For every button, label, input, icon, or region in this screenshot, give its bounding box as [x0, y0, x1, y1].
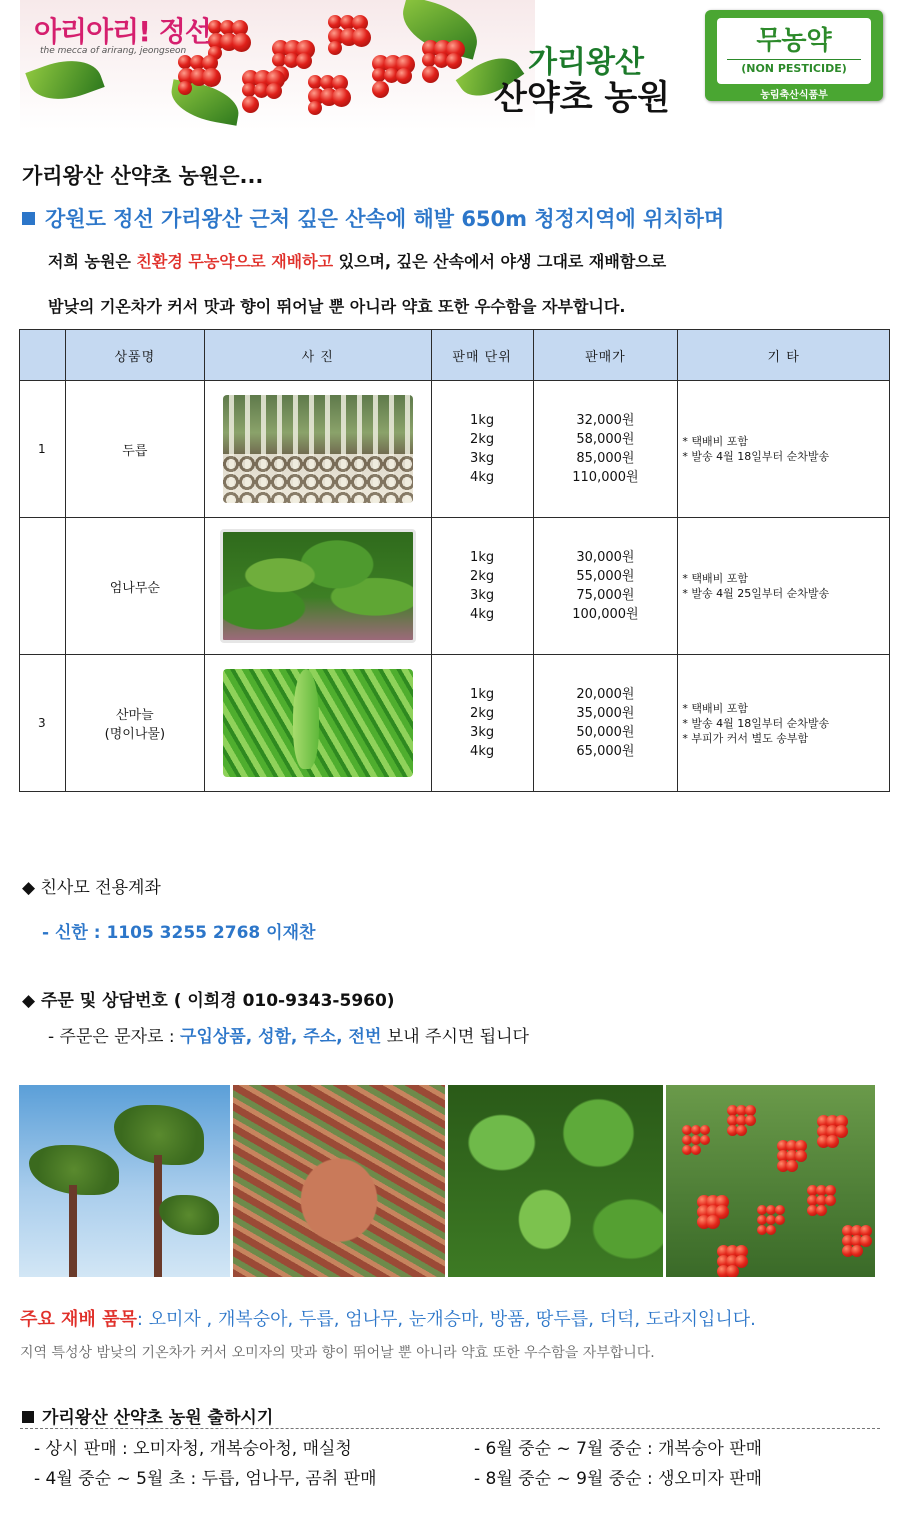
price-value: 100,000원 [572, 607, 639, 622]
region-note: 지역 특성상 밤낮의 기온차가 커서 오미자의 맛과 향이 뛰어날 뿐 아니라 약효 또한 우수함을 자부합니다. [20, 1345, 655, 1361]
berry-icon [332, 88, 351, 107]
p1-prefix: 저희 농원은 [48, 252, 137, 271]
square-bullet-icon [22, 1411, 34, 1423]
unit-cell [431, 381, 533, 518]
badge-main-text: 무농약 [756, 26, 832, 56]
main-crops-label: 주요 재배 품목 [20, 1309, 137, 1330]
price-value: 58,000원 [576, 432, 635, 447]
product-name-text: 엄나무순 [109, 580, 160, 596]
note-line: * 부피가 커서 별도 송부함 [682, 731, 809, 745]
berry-icon [308, 101, 322, 115]
table-row [20, 655, 890, 792]
intro-paragraph-1 [48, 249, 666, 272]
order-heading: ◆ 주문 및 상담번호 ( 이희경 010-9343-5960) [22, 991, 395, 1011]
omija-berry-icon [745, 1115, 756, 1126]
omija-berry-icon [700, 1125, 710, 1135]
omija-berry-icon [700, 1135, 710, 1145]
main-crops-line [20, 1305, 756, 1331]
product-name-sub: (명이나물) [104, 727, 166, 742]
shipping-item: - 6월 중순 ~ 7월 중순 : 개복숭아 판매 [474, 1439, 763, 1459]
leaf-icon [25, 49, 104, 111]
berry-icon [178, 81, 192, 95]
unit-value: 3kg [470, 588, 495, 603]
product-name [65, 381, 204, 518]
berry-icon [446, 53, 462, 69]
table-header-row [20, 330, 890, 381]
shipping-item: - 4월 중순 ~ 5월 초 : 두릅, 엄나무, 곰취 판매 [34, 1469, 377, 1489]
omija-berry-icon [860, 1235, 872, 1247]
main-crops-list: : 오미자 , 개복숭아, 두릅, 엄나무, 눈개승마, 방품, 땅두릅, 더덕, 도라지입니다. [136, 1309, 756, 1330]
omija-berry-icon [775, 1205, 785, 1215]
account-heading: ◆ 친사모 전용계좌 [22, 878, 161, 898]
unit-cell [431, 518, 533, 655]
product-table [19, 329, 890, 792]
divider [20, 1428, 880, 1429]
omija-berry-icon [825, 1195, 836, 1206]
berry-icon [266, 83, 282, 99]
price-value: 20,000원 [576, 687, 635, 702]
shipping-item: - 상시 판매 : 오미자청, 개복숭아청, 매실청 [34, 1439, 352, 1459]
location-line [22, 203, 724, 233]
row-number [20, 518, 66, 655]
col-header-notes: 기 타 [678, 330, 890, 381]
price-cell [533, 518, 678, 655]
notes-cell [678, 655, 890, 792]
price-value: 55,000원 [576, 569, 635, 584]
omija-berry-icon [726, 1265, 739, 1277]
shipping-item: - 8월 중순 ~ 9월 중순 : 생오미자 판매 [474, 1469, 763, 1489]
omija-berry-icon [736, 1125, 747, 1136]
table-row [20, 381, 890, 518]
product-photo-cell [204, 381, 431, 518]
table-row [20, 518, 890, 655]
price-cell [533, 381, 678, 518]
product-photo-cell [204, 518, 431, 655]
berry-icon [328, 41, 342, 55]
omija-berry-icon [786, 1160, 798, 1172]
price-value: 85,000원 [576, 451, 635, 466]
note-line: * 택배비 포함 [682, 435, 748, 448]
unit-value: 3kg [470, 451, 495, 466]
row-number: 1 [20, 381, 66, 518]
berry-icon [202, 68, 221, 87]
row-number: 3 [20, 655, 66, 792]
note-line: * 택배비 포함 [682, 572, 748, 585]
shipping-heading-text: 가리왕산 산약초 농원 출하시기 [42, 1408, 274, 1428]
gallery-photo-sprouts [233, 1085, 445, 1277]
price-value: 30,000원 [576, 550, 635, 565]
col-header-num [20, 330, 66, 381]
berry-icon [372, 81, 389, 98]
price-value: 35,000원 [576, 706, 635, 721]
price-value: 50,000원 [576, 725, 635, 740]
omija-berry-icon [851, 1245, 863, 1257]
badge-footer-text: 농림축산식품부 [760, 90, 828, 101]
unit-value: 4kg [470, 607, 495, 622]
unit-value: 1kg [470, 687, 495, 702]
col-header-photo: 사 진 [204, 330, 431, 381]
unit-value: 4kg [470, 744, 495, 759]
berry-icon [232, 33, 251, 52]
product-name [65, 518, 204, 655]
price-cell [533, 655, 678, 792]
notes-cell [678, 518, 890, 655]
berry-icon [296, 53, 312, 69]
price-value: 75,000원 [576, 588, 635, 603]
omija-berry-icon [706, 1215, 720, 1229]
shipping-heading [22, 1403, 273, 1428]
badge-sub-text: (NON PESTICIDE) [727, 59, 861, 75]
p1-highlight: 친환경 무농약으로 재배하고 [136, 252, 334, 271]
intro-heading: 가리왕산 산약초 농원은... [22, 164, 264, 188]
order-instructions [48, 1022, 529, 1047]
logo-subtitle: the mecca of arirang, jeongseon [40, 46, 187, 56]
col-header-unit: 판매 단위 [431, 330, 533, 381]
note-line: * 택배비 포함 [682, 701, 748, 715]
intro-paragraph-2: 밤낮의 기온차가 커서 맛과 향이 뛰어날 뿐 아니라 약효 또한 우수함을 자부합니다. [48, 297, 626, 316]
order-suffix: 보내 주시면 됩니다 [381, 1027, 529, 1047]
notes-cell [678, 381, 890, 518]
unit-value: 3kg [470, 725, 495, 740]
product-name [65, 655, 204, 792]
omija-berry-icon [795, 1150, 807, 1162]
price-value: 65,000원 [576, 744, 635, 759]
note-line: * 발송 4월 18일부터 순차발송 [682, 716, 830, 730]
gallery-photo-trees [19, 1085, 230, 1277]
col-header-name: 상품명 [65, 330, 204, 381]
order-highlight: 구입상품, 성함, 주소, 전번 [180, 1027, 382, 1047]
berry-icon [242, 96, 259, 113]
omija-berry-icon [826, 1135, 839, 1148]
dureup-photo [223, 395, 413, 503]
unit-value: 2kg [470, 432, 495, 447]
square-bullet-icon [22, 212, 35, 225]
omija-berry-icon [766, 1225, 776, 1235]
unit-value: 2kg [470, 569, 495, 584]
berry-icon [396, 68, 412, 84]
logo-text: 아리아리! 정선 [34, 15, 211, 48]
order-prefix: - 주문은 문자로 : [48, 1027, 181, 1047]
note-line: * 발송 4월 18일부터 순차발송 [682, 450, 830, 463]
gallery-photo-omija [666, 1085, 875, 1277]
price-value: 32,000원 [576, 413, 635, 428]
non-pesticide-badge [705, 10, 883, 101]
farm-title-line1: 가리왕산 [528, 45, 644, 80]
location-text: 강원도 정선 가리왕산 근처 깊은 산속에 해발 650m 청정지역에 위치하며 [45, 207, 725, 231]
gallery-photo-leaves [448, 1085, 663, 1277]
p1-suffix: 있으며, 깊은 산속에서 야생 그대로 재배함으로 [333, 252, 667, 271]
product-name-text: 두릅 [122, 443, 148, 459]
bank-account-line: - 신한 : 1105 3255 2768 이재찬 [42, 923, 316, 943]
product-name-text: 산마늘 [115, 708, 154, 723]
farm-title-line2: 산약초 농원 [494, 78, 671, 118]
omija-berry-icon [691, 1145, 701, 1155]
unit-value: 1kg [470, 550, 495, 565]
omija-berry-icon [816, 1205, 827, 1216]
price-value: 110,000원 [572, 470, 639, 485]
col-header-price: 판매가 [533, 330, 678, 381]
sanmaneul-photo [223, 669, 413, 777]
unit-value: 4kg [470, 470, 495, 485]
unit-cell [431, 655, 533, 792]
omija-berry-icon [775, 1215, 785, 1225]
unit-value: 2kg [470, 706, 495, 721]
eomnamu-photo [220, 529, 416, 643]
berry-icon [422, 66, 439, 83]
berry-icon [352, 28, 371, 47]
unit-value: 1kg [470, 413, 495, 428]
product-photo-cell [204, 655, 431, 792]
note-line: * 발송 4월 25일부터 순차발송 [682, 587, 830, 600]
